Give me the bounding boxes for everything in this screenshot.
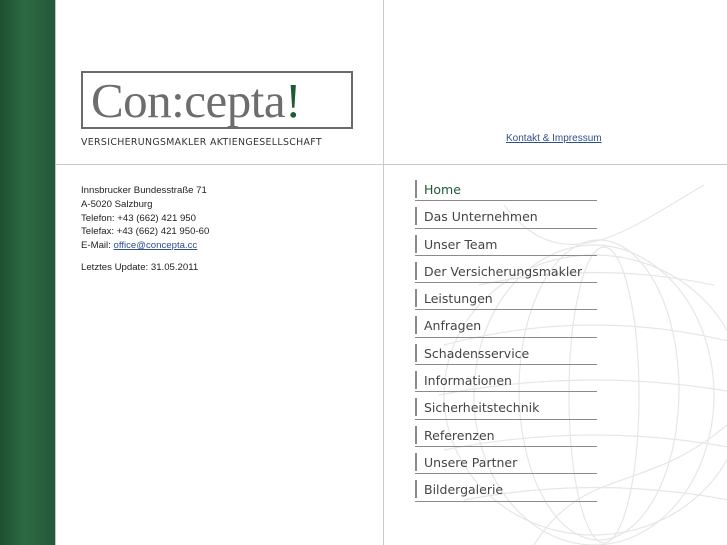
- nav-item-anfragen[interactable]: [415, 312, 597, 339]
- address-phone: Telefon: +43 (662) 421 950: [81, 212, 196, 224]
- last-update: Letztes Update: 31.05.2011: [81, 261, 199, 273]
- nav-item-schadensservice[interactable]: [415, 340, 597, 367]
- nav-item-referenzen[interactable]: [415, 422, 597, 449]
- nav-underline: [415, 419, 597, 420]
- nav-item-bildergalerie[interactable]: [415, 476, 597, 503]
- nav-underline: [415, 282, 597, 283]
- nav-item-unser-team[interactable]: [415, 231, 597, 258]
- nav-underline: [415, 255, 597, 256]
- logo[interactable]: [81, 71, 353, 129]
- stripe-edge: [55, 0, 56, 545]
- nav-label: Anfragen: [424, 318, 482, 334]
- nav-label: Referenzen: [424, 427, 495, 443]
- nav-label: Das Unternehmen: [424, 209, 538, 225]
- nav-underline: [415, 228, 597, 229]
- main-navigation: [415, 176, 597, 504]
- nav-underline: [415, 200, 597, 201]
- contact-impressum-link[interactable]: Kontakt & Impressum: [506, 133, 602, 144]
- nav-underline: [415, 364, 597, 365]
- nav-item-leistungen[interactable]: [415, 285, 597, 312]
- nav-underline: [415, 391, 597, 392]
- nav-label: Informationen: [424, 373, 512, 389]
- address-fax: Telefax: +43 (662) 421 950-60: [81, 226, 210, 238]
- nav-bar: [415, 207, 417, 225]
- nav-bar: [415, 344, 417, 362]
- logo-subtitle: VERSICHERUNGSMAKLER AKTIENGESELLSCHAFT: [81, 137, 322, 148]
- nav-label: Leistungen: [424, 291, 493, 307]
- nav-bar: [415, 453, 417, 471]
- nav-item-home[interactable]: [415, 176, 597, 203]
- nav-underline: [415, 446, 597, 447]
- nav-label: Unser Team: [424, 236, 498, 252]
- nav-item-das-unternehmen[interactable]: [415, 203, 597, 230]
- nav-label: Sicherheitstechnik: [424, 400, 540, 416]
- nav-item-unsere-partner[interactable]: [415, 449, 597, 476]
- nav-item-sicherheitstechnik[interactable]: [415, 394, 597, 421]
- nav-label: Bildergalerie: [424, 482, 504, 498]
- nav-item-informationen[interactable]: [415, 367, 597, 394]
- nav-bar: [415, 262, 417, 280]
- nav-label: Schadensservice: [424, 345, 530, 361]
- nav-bar: [415, 480, 417, 498]
- nav-item-der-versicherungsmakler[interactable]: [415, 258, 597, 285]
- address-email: [81, 239, 209, 253]
- logo-exclamation: !: [285, 73, 301, 128]
- nav-bar: [415, 398, 417, 416]
- nav-bar: [415, 235, 417, 253]
- nav-bar: [415, 316, 417, 334]
- nav-bar: [415, 289, 417, 307]
- nav-underline: [415, 309, 597, 310]
- nav-label: Unsere Partner: [424, 454, 518, 470]
- nav-label: Home: [424, 182, 461, 197]
- address-street: Innsbrucker Bundesstraße 71: [81, 185, 207, 196]
- nav-underline: [415, 337, 597, 338]
- email-link[interactable]: office@concepta.cc: [113, 240, 198, 252]
- email-label: E-Mail:: [81, 240, 114, 252]
- nav-label: Der Versicherungsmakler: [424, 263, 583, 279]
- nav-bar: [415, 371, 417, 389]
- address-city: A-5020 Salzburg: [81, 198, 153, 210]
- nav-underline: [415, 501, 597, 502]
- address-block: [81, 184, 209, 275]
- nav-underline: [415, 473, 597, 474]
- green-side-stripe: [0, 0, 55, 545]
- nav-bar: [415, 180, 417, 198]
- logo-wordmark: Con:cepta!: [91, 73, 301, 128]
- nav-bar: [415, 426, 417, 444]
